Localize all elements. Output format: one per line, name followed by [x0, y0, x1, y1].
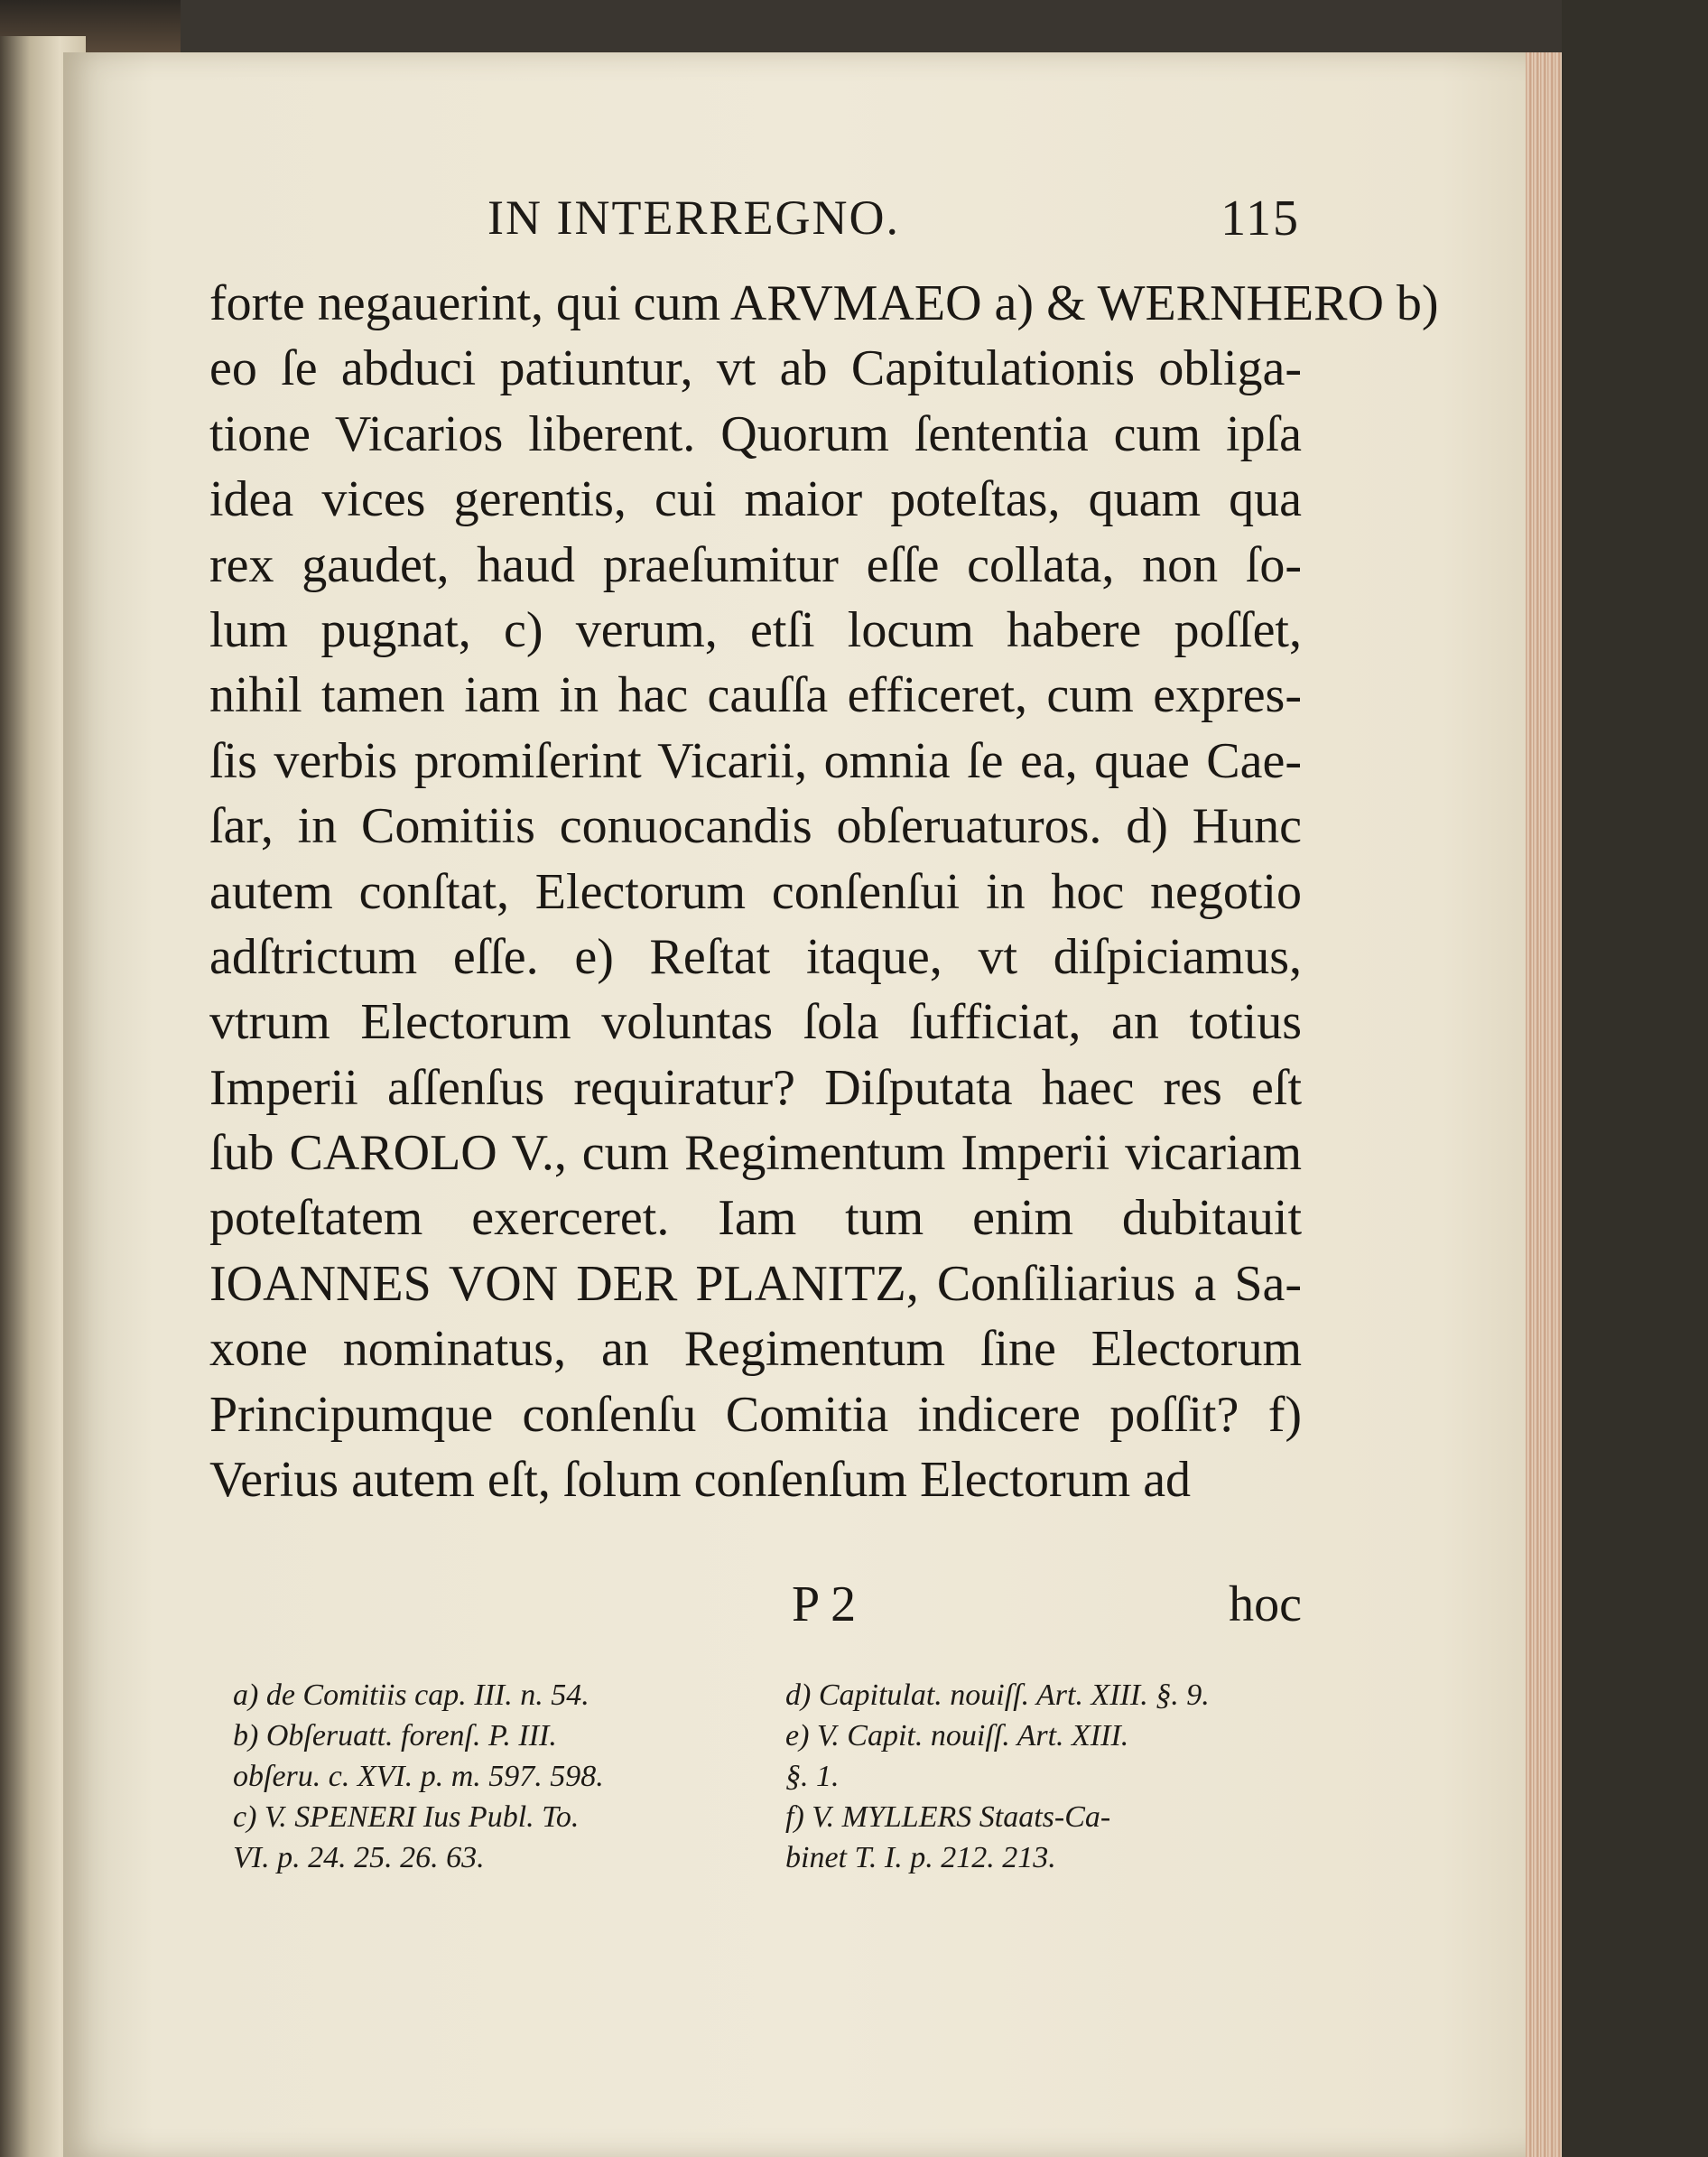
- footnotes-right: [785, 1675, 1309, 1878]
- footnote-line: binet T. I. p. 212. 213.: [785, 1841, 1056, 1874]
- text-line: lum pugnat, c) verum, etſi locum habere poſſet,: [209, 601, 1302, 658]
- text-line: xone nominatus, an Regimentum ſine Electorum: [209, 1321, 1302, 1378]
- catchword: hoc: [1229, 1576, 1302, 1632]
- body-text: [209, 271, 1439, 1512]
- page-number: 115: [1221, 191, 1300, 246]
- text-line: rex gaudet, haud praeſumitur eſſe collata, non ſo-: [209, 536, 1302, 593]
- text-line: ſar, in Comitiis conuocandis obſeruaturos. d) Hunc: [209, 798, 1302, 855]
- text-line: adſtrictum eſſe. e) Reſtat itaque, vt diſpiciamus,: [209, 928, 1302, 985]
- footnote-line: obſeru. c. XVI. p. m. 597. 598.: [233, 1760, 604, 1793]
- footnote-line: d) Capitulat. nouiſſ. Art. XIII. §. 9.: [785, 1678, 1210, 1712]
- text-line: Verius autem eſt, ſolum conſenſum Electorum ad: [209, 1452, 1192, 1509]
- text-line: forte negauerint, qui cum ARVMAEO a) & WERNHERO b): [209, 275, 1439, 331]
- footnote-line: b) Obſeruatt. forenſ. P. III.: [233, 1719, 557, 1753]
- text-line: vtrum Electorum voluntas ſola ſufficiat, an totius: [209, 994, 1302, 1051]
- text-line: Principumque conſenſu Comitia indicere poſſit? f): [209, 1386, 1302, 1443]
- text-line: tione Vicarios liberent. Quorum ſententia cum ipſa: [209, 405, 1302, 462]
- text-line: autem conſtat, Electorum conſenſui in hoc negotio: [209, 863, 1302, 920]
- text-line: eo ſe abduci patiuntur, vt ab Capitulationis obliga-: [209, 340, 1302, 397]
- footnote-line: f) V. MYLLERS Staats-Ca-: [785, 1800, 1111, 1834]
- running-title: IN INTERREGNO.: [487, 191, 900, 245]
- background-right: [1562, 0, 1708, 2157]
- text-line: Imperii aſſenſus requiratur? Diſputata haec res eſt: [209, 1059, 1302, 1116]
- footnote-line: e) V. Capit. nouiſſ. Art. XIII.: [785, 1719, 1129, 1753]
- footnote-line: c) V. SPENERI Ius Publ. To.: [233, 1800, 580, 1834]
- text-line: ſis verbis promiſerint Vicarii, omnia ſe ea, quae Cae-: [209, 732, 1302, 789]
- signature-mark: P 2: [792, 1576, 857, 1632]
- text-line: IOANNES VON DER PLANITZ, Conſiliarius a Sa-: [209, 1255, 1302, 1312]
- signature-line: [209, 1576, 1302, 1641]
- text-line: nihil tamen iam in hac cauſſa efficeret, cum expres-: [209, 667, 1302, 724]
- footnotes-left: [233, 1675, 775, 1878]
- footnote-line: a) de Comitiis cap. III. n. 54.: [233, 1678, 589, 1712]
- page-block-edge: [1526, 52, 1562, 2157]
- text-line: idea vices gerentis, cui maior poteſtas, quam qua: [209, 471, 1302, 528]
- text-line: poteſtatem exerceret. Iam tum enim dubitauit: [209, 1190, 1302, 1247]
- footnote-line: VI. p. 24. 25. 26. 63.: [233, 1841, 485, 1874]
- running-head: [487, 190, 1300, 253]
- text-line: ſub CAROLO V., cum Regimentum Imperii vicariam: [209, 1125, 1302, 1182]
- footnote-line: §. 1.: [785, 1760, 840, 1793]
